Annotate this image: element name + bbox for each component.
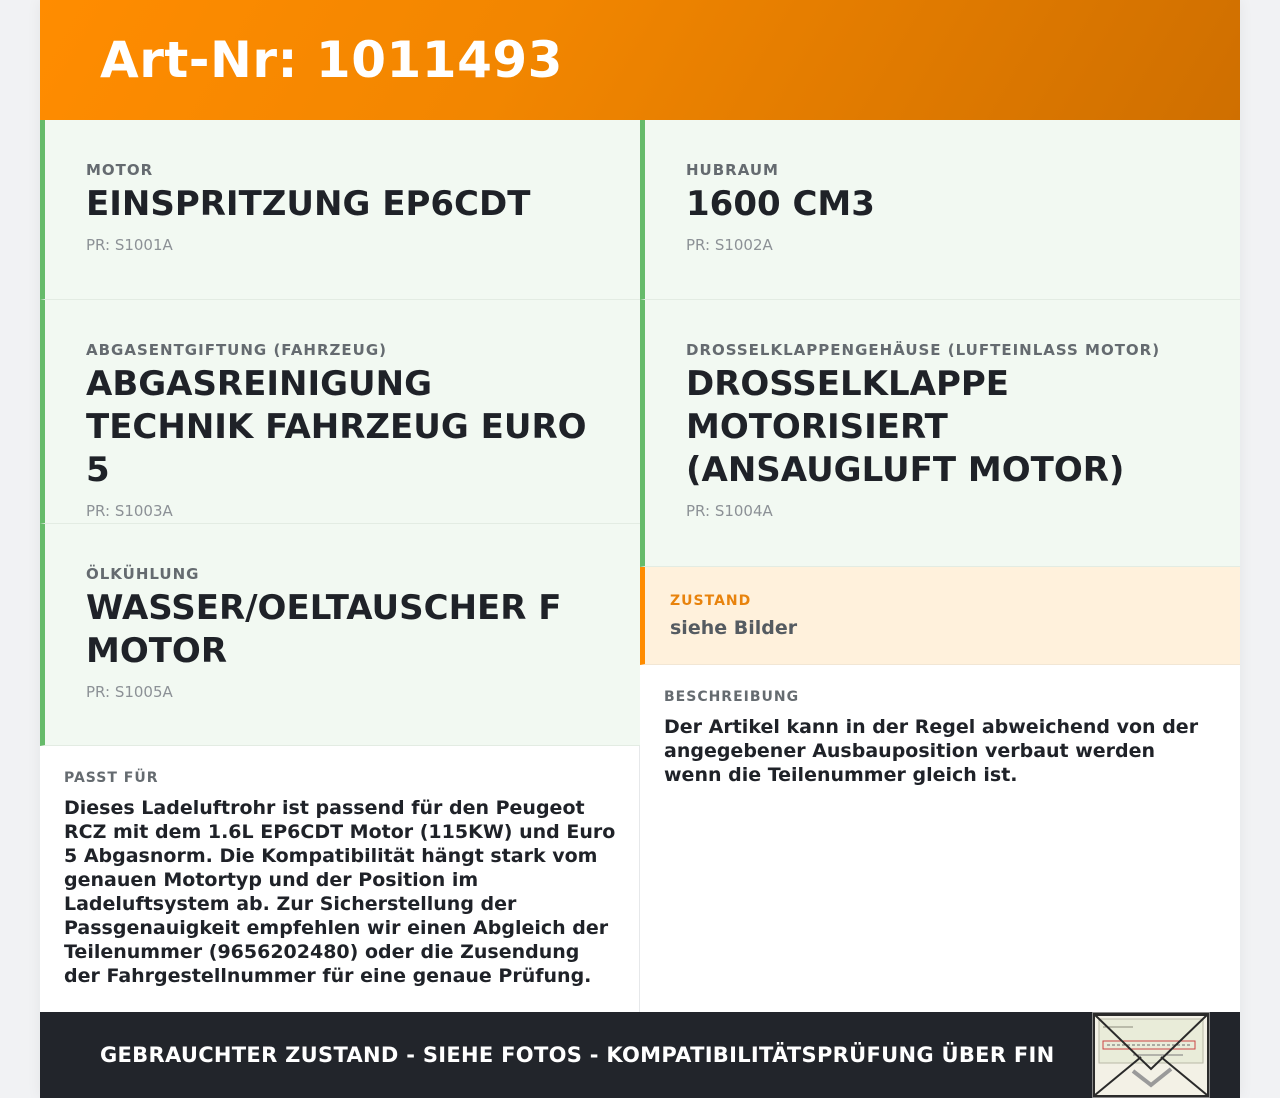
spec-label: ABGASENTGIFTUNG (FAHRZEUG) xyxy=(86,341,388,359)
spec-value: WASSER/OELTAUSCHER F MOTOR xyxy=(86,588,562,671)
article-number-title: Art-Nr: 1011493 xyxy=(100,31,563,89)
condition-label: ZUSTAND xyxy=(670,593,752,609)
spec-label: HUBRAUM xyxy=(686,161,779,179)
spec-label: DROSSELKLAPPENGEHÄUSE (LUFTEINLASS MOTOR) xyxy=(686,341,1161,359)
product-sheet xyxy=(40,0,1240,1098)
spec-grid xyxy=(40,120,1240,1012)
spec-label: ÖLKÜHLUNG xyxy=(86,565,200,583)
description-section xyxy=(640,665,1240,1012)
right-column xyxy=(640,120,1240,1012)
fits-text: Dieses Ladeluftrohr ist passend für den Peugeot RCZ mit dem 1.6L EP6CDT Motor (115KW) und Euro 5 Abgasnorm. Die Kompatibilität hängt stark vom genauen Motortyp und der Position im Ladeluftsystem ab. Zur Sicherstellung der Passgenauigkeit empfehlen wir einen Abgleich der Teilenummer (9656202480) oder die Zusendung der Fahrgestellnummer für eine genaue Prüfung. xyxy=(64,797,616,987)
spec-value: DROSSELKLAPPE MOTORISIERT (ANSAUGLUFT MOTOR) xyxy=(686,364,1125,490)
spec-pr-code: PR: S1005A xyxy=(86,683,173,701)
condition-box xyxy=(640,567,1240,665)
spec-pr-code: PR: S1004A xyxy=(686,502,773,520)
spec-value: EINSPRITZUNG EP6CDT xyxy=(86,184,531,224)
condition-value: siehe Bilder xyxy=(670,617,798,639)
header xyxy=(40,0,1240,120)
spec-pr-code: PR: S1003A xyxy=(86,502,173,520)
spec-card-hubraum xyxy=(640,120,1240,300)
fits-section xyxy=(40,746,640,1012)
spec-card-oelkuehlung xyxy=(40,524,640,746)
fits-label: PASST FÜR xyxy=(64,770,159,786)
spec-card-abgasentgiftung xyxy=(40,300,640,524)
spec-card-motor xyxy=(40,120,640,300)
envelope-letter-icon[interactable] xyxy=(1092,1012,1210,1098)
spec-label: MOTOR xyxy=(86,161,154,179)
footer-text: GEBRAUCHTER ZUSTAND - SIEHE FOTOS - KOMPATIBILITÄTSPRÜFUNG ÜBER FIN xyxy=(100,1043,1055,1067)
spec-pr-code: PR: S1001A xyxy=(86,236,173,254)
left-column xyxy=(40,120,640,1012)
column-divider xyxy=(639,746,640,1012)
description-label: BESCHREIBUNG xyxy=(664,689,800,705)
spec-card-drosselklappe xyxy=(640,300,1240,567)
description-text: Der Artikel kann in der Regel abweichend von der angegebener Ausbauposition verbaut werden wenn die Teilenummer gleich ist. xyxy=(664,716,1199,786)
spec-pr-code: PR: S1002A xyxy=(686,236,773,254)
footer-banner xyxy=(40,1012,1240,1098)
envelope-letter-graphic xyxy=(1093,1013,1209,1097)
spec-value: ABGASREINIGUNG TECHNIK FAHRZEUG EURO 5 xyxy=(86,364,587,490)
spec-value: 1600 CM3 xyxy=(686,184,875,224)
